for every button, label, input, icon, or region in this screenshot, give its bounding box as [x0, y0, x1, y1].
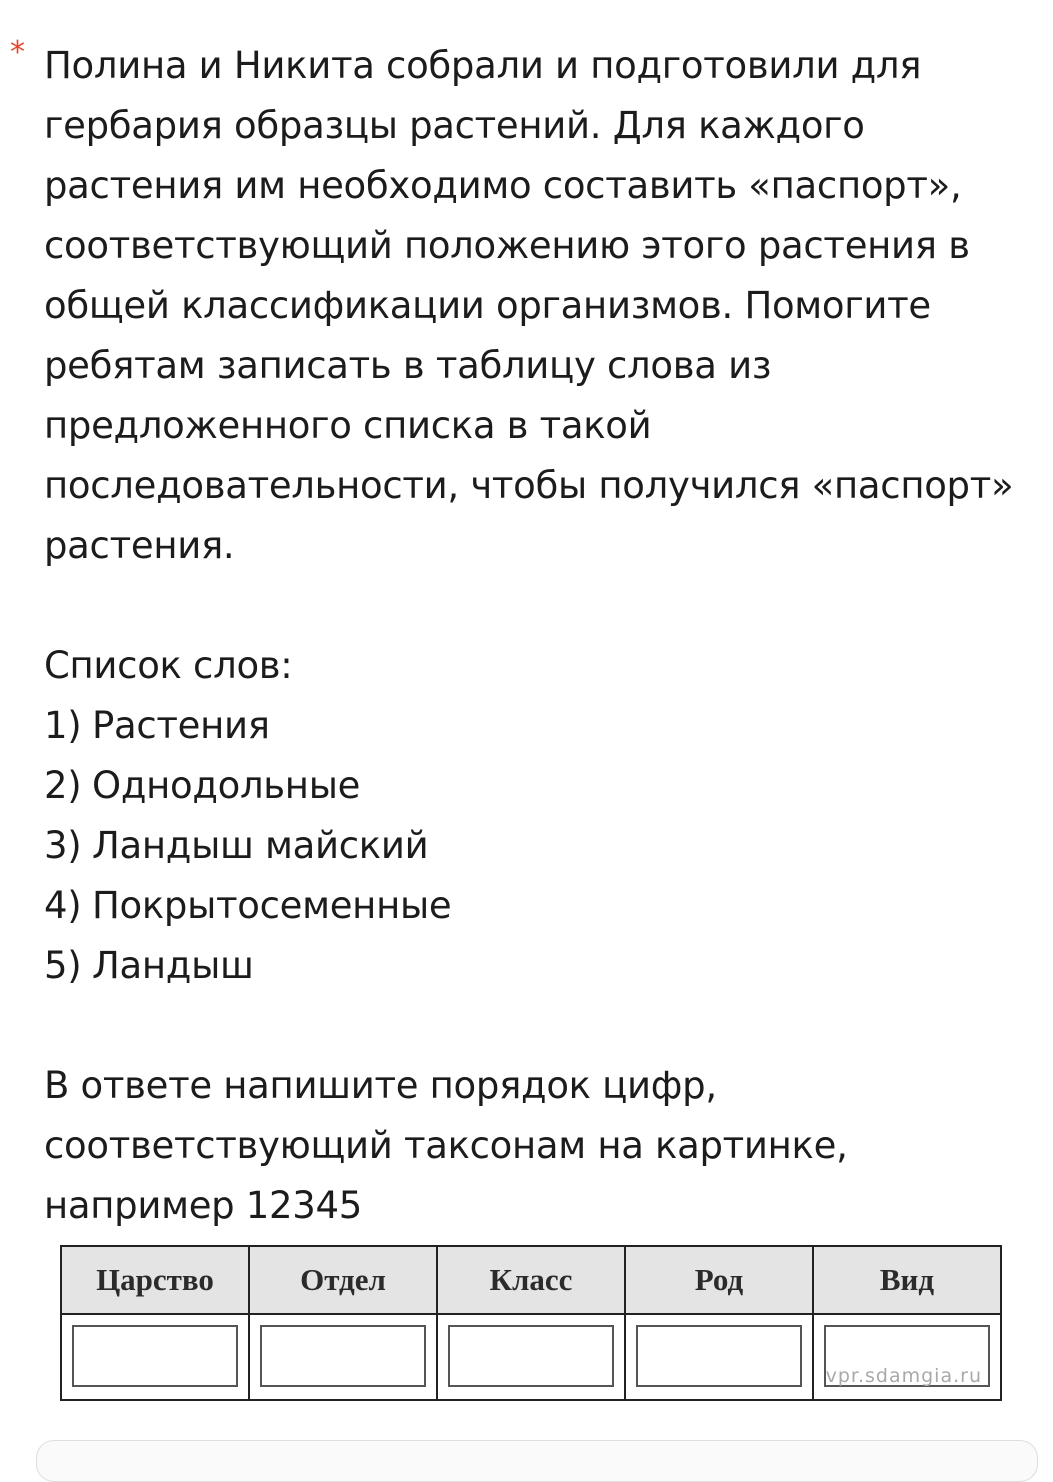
answer-instruction: В ответе напишите порядок цифр, соответствующий таксонам на картинке, например 12345 [44, 1064, 848, 1227]
watermark: vpr.sdamgia.ru [825, 1365, 982, 1387]
list-item-number: 4) [44, 884, 82, 927]
list-item [44, 756, 1034, 816]
word-list-title: Список слов: [44, 644, 293, 687]
table-header-row [61, 1246, 1001, 1314]
answer-box-division [260, 1325, 426, 1387]
list-item [44, 876, 1034, 936]
cell-genus [625, 1314, 813, 1400]
list-item-label: Ландыш [92, 944, 254, 987]
list-item-label: Ландыш майский [92, 824, 429, 867]
next-question-card [36, 1440, 1038, 1482]
required-marker: * [10, 35, 25, 70]
list-item-label: Однодольные [92, 764, 361, 807]
question-block [44, 36, 1034, 1236]
header-genus: Род [625, 1246, 813, 1314]
list-item-label: Растения [92, 704, 270, 747]
header-division: Отдел [249, 1246, 437, 1314]
list-item [44, 936, 1034, 996]
answer-box-class [448, 1325, 614, 1387]
cell-division [249, 1314, 437, 1400]
header-kingdom: Царство [61, 1246, 249, 1314]
list-item-number: 3) [44, 824, 82, 867]
list-item-label: Покрытосеменные [92, 884, 452, 927]
question-text: Полина и Никита собрали и подготовили для гербария образцы растений. Для каждого растения им необходимо составить «паспорт», соответствующий положению этого растения в общей классификации организмов. Помогите ребятам записать в таблицу слова из предложенного списка в такой последовательности, чтобы получился «паспорт» растения. [44, 44, 1014, 567]
word-list [44, 636, 1034, 996]
list-item-number: 5) [44, 944, 82, 987]
list-item [44, 696, 1034, 756]
cell-class [437, 1314, 625, 1400]
list-item-number: 1) [44, 704, 82, 747]
answer-box-genus [636, 1325, 802, 1387]
header-class: Класс [437, 1246, 625, 1314]
cell-kingdom [61, 1314, 249, 1400]
list-item [44, 816, 1034, 876]
cell-species [813, 1314, 1001, 1400]
answer-box-kingdom [72, 1325, 238, 1387]
taxon-table [60, 1245, 1002, 1401]
list-item-number: 2) [44, 764, 82, 807]
header-species: Вид [813, 1246, 1001, 1314]
table-answer-row [61, 1314, 1001, 1400]
